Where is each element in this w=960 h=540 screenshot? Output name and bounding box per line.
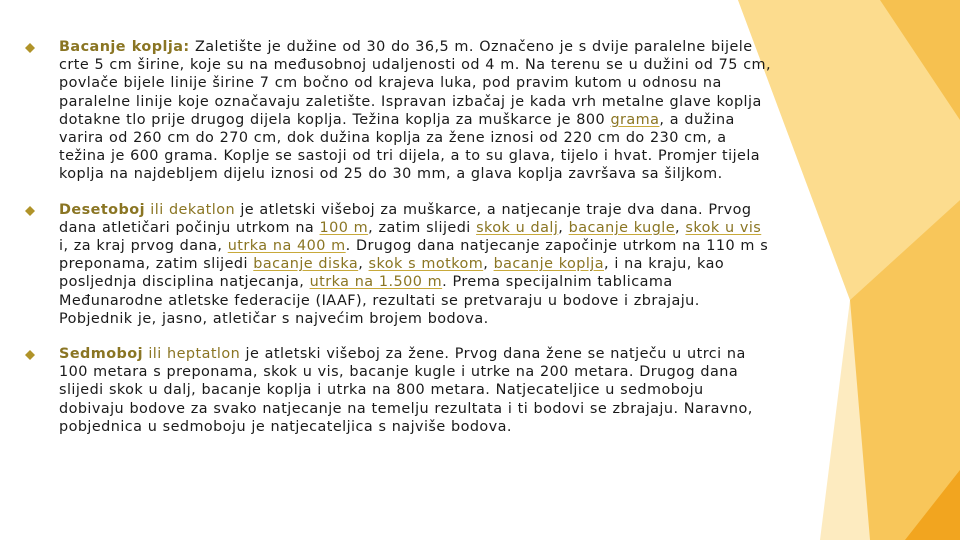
text-run: , — [675, 219, 686, 236]
term-sedmoboj: Sedmoboj — [59, 346, 144, 363]
term-dekatlon: ili dekatlon — [144, 201, 236, 218]
bullet-decathlon — [20, 201, 772, 328]
text-run: , — [558, 219, 569, 236]
link-bacanje-koplja[interactable]: bacanje koplja — [493, 256, 604, 273]
bullet-javelin — [20, 38, 772, 184]
text-run: , i na kraju, kao posljednja disciplina natjecanja, — [59, 256, 725, 291]
link-utrka-na-400m[interactable]: utrka na 400 m — [227, 238, 346, 255]
link-skok-u-vis[interactable]: skok u vis — [685, 219, 762, 236]
bullet-text — [59, 201, 772, 328]
link-bacanje-diska[interactable]: bacanje diska — [253, 256, 359, 273]
link-skok-s-motkom[interactable]: skok s motkom — [368, 256, 484, 273]
text-run: Zaletište je dužine od 30 do 36,5 m. Označeno je s dvije paralelne bijele crte 5 cm širine, koje su na međusobnoj udaljenosti od 4 m. Na terenu se u dužini od 75 cm, povlače bijele linije širine 7 cm bočno od krajeva luka, pod pravim kutom u odnosu na paralelne linije koje označavaju zaletište. Ispravan izbačaj je kada vrh metalne glave koplja dotakne tlo prije drugog dijela koplja. Težina koplja za muškarce je 800 — [59, 39, 772, 128]
text-run: . Prema specijalnim tablicama Međunarodne atletske federacije (IAAF), rezultati se pretvaraju u bodove i zbrajaju. Pobjednik je, jasno, atletičar s najvećim brojem bodova. — [59, 274, 700, 327]
text-run: je atletski višeboj za žene. Prvog dana žene se natječu u utrci na 100 metara s preponama, skok u vis, bacanje kugle i utrke na 200 metara. Drugog dana slijedi skok u dalj, bacanje koplja i utrka na 800 metara. Natjecateljice u sedmoboju dobivaju bodove za svako natjecanje na temelju rezultata i ti bodovi se zbrajaju. Naravno, pobjednica u sedmoboju je natjecateljica s najviše bodova. — [59, 346, 753, 435]
bullet-text — [59, 38, 772, 184]
diamond-bullet-icon — [25, 350, 35, 360]
link-utrka-na-1500m[interactable]: utrka na 1.500 m — [309, 274, 443, 291]
link-100m[interactable]: 100 m — [319, 219, 369, 236]
bullet-heptathlon — [20, 345, 772, 436]
text-run: , zatim slijedi — [368, 219, 477, 236]
text-run: . Drugog dana natjecanje započinje utrkom na 110 m s preponama, zatim slijedi — [59, 238, 769, 273]
text-run: je atletski višeboj za muškarce, a natjecanje traje dva dana. Prvog dana atletičari počinju utrkom na — [59, 201, 752, 236]
bullet-text — [59, 345, 772, 436]
term-bacanje-koplja: Bacanje koplja: — [59, 39, 190, 55]
slide-content — [20, 38, 772, 453]
diamond-bullet-icon — [25, 43, 35, 53]
term-desetoboj: Desetoboj — [59, 201, 145, 218]
term-heptatlon: ili heptatlon — [143, 346, 241, 363]
text-run: i, za kraj prvog dana, — [59, 238, 228, 255]
text-run: , — [358, 256, 369, 273]
text-run: , — [483, 256, 494, 273]
link-grama[interactable]: grama — [610, 111, 660, 128]
text-run: , a dužina varira od 260 cm do 270 cm, dok dužina koplja za žene iznosi od 220 cm do 230 cm, a težina je 600 grama. Koplje se sastoji od tri dijela, a to su glava, tijelo i hvat. Promjer tijela koplja na najdebljem dijelu iznosi od 25 do 30 mm, a glava koplja završava sa šiljkom. — [59, 111, 761, 183]
diamond-bullet-icon — [25, 206, 35, 216]
link-skok-u-dalj[interactable]: skok u dalj — [476, 219, 559, 236]
link-bacanje-kugle[interactable]: bacanje kugle — [568, 219, 676, 236]
